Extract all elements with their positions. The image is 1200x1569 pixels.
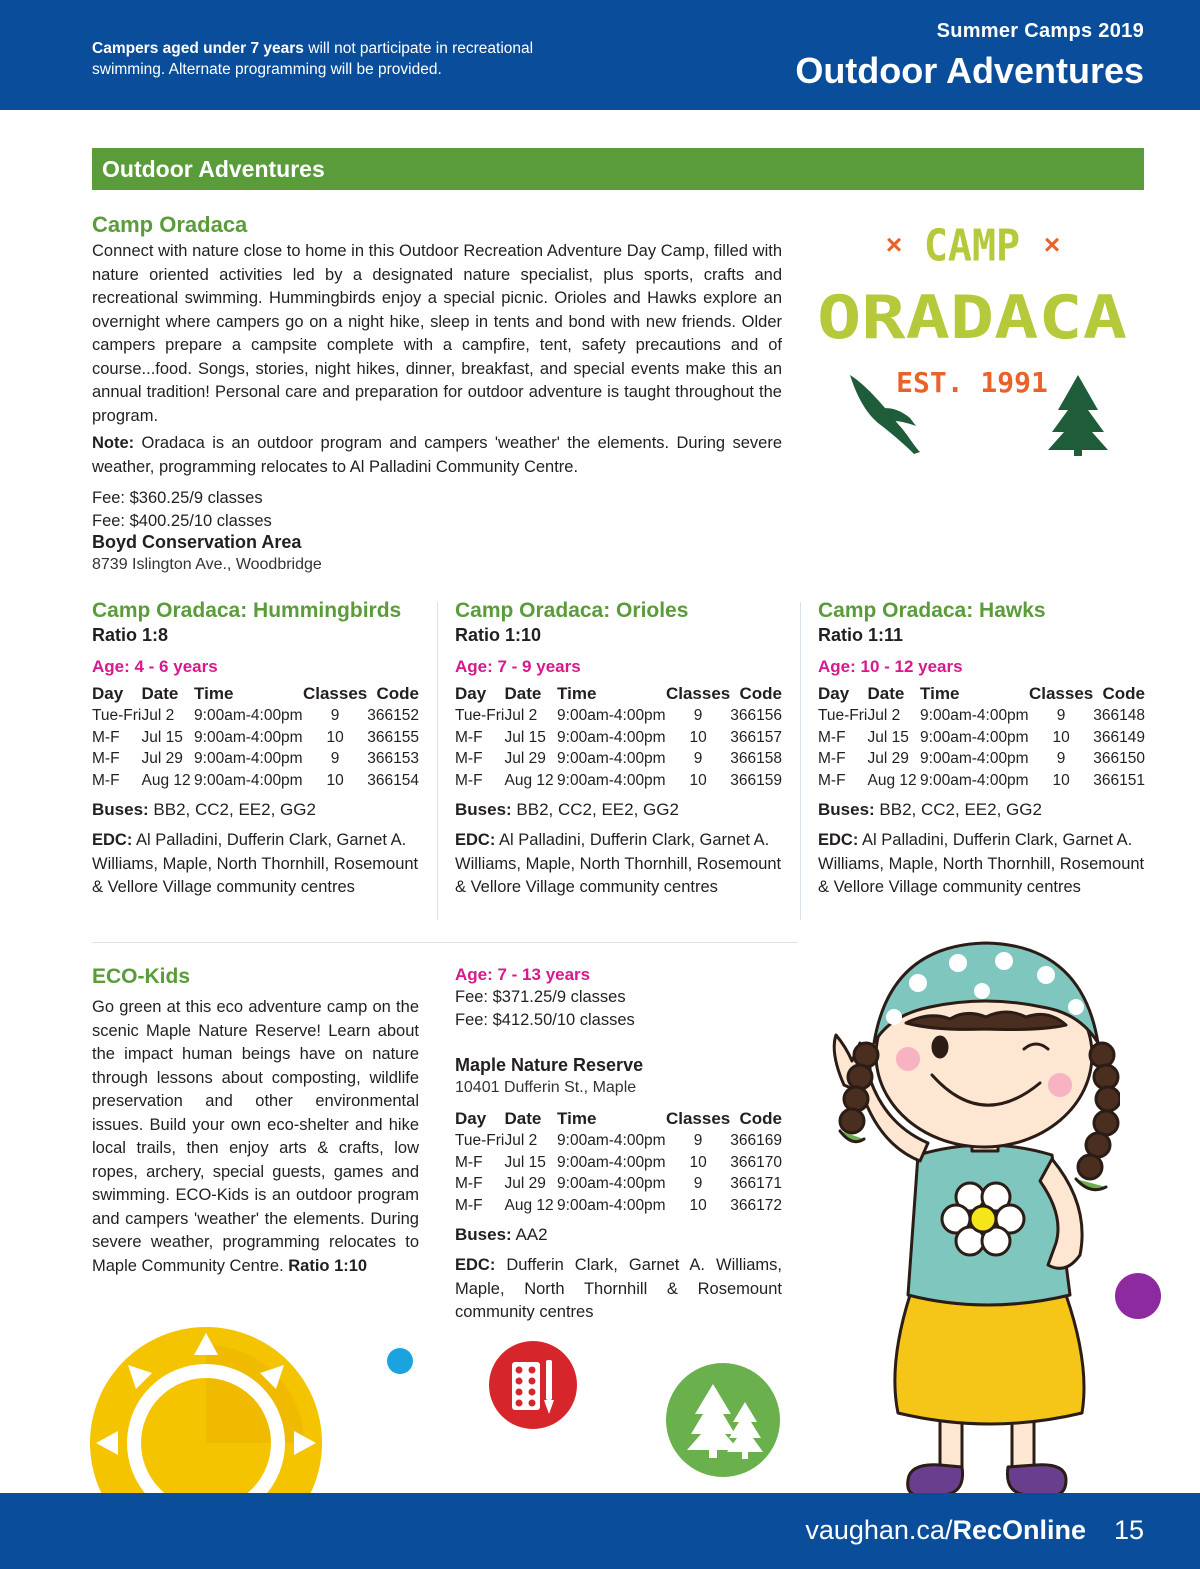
edc-label: EDC: bbox=[455, 1256, 496, 1274]
page-footer bbox=[0, 1493, 1200, 1569]
cell-time: 9:00am-4:00pm bbox=[557, 1196, 666, 1214]
notice-rest: will not participate in recreational swimming. Alternate programming will be provided. bbox=[92, 40, 534, 78]
cell-time: 9:00am-4:00pm bbox=[194, 750, 303, 767]
cell-time: 9:00am-4:00pm bbox=[557, 750, 666, 767]
col-day: Day bbox=[818, 684, 850, 703]
camp-oradaca-fees bbox=[92, 487, 782, 532]
cell-classes: 10 bbox=[326, 771, 344, 789]
cell-code: 366152 bbox=[367, 707, 419, 724]
cell-day: M-F bbox=[455, 1175, 483, 1192]
cell-time: 9:00am-4:00pm bbox=[194, 728, 303, 746]
eco-kids-description bbox=[92, 996, 419, 1278]
camp-oradaca-note bbox=[92, 432, 782, 479]
cell-code: 366158 bbox=[730, 750, 782, 767]
blue-dot bbox=[386, 1347, 414, 1375]
camp-oradaca-description: Connect with nature close to home in this Outdoor Recreation Adventure Day Camp, filled with nature oriented activities led by a designated nature specialist, plus sports, crafts and recreational swimming. Hummingbirds enjoy a special picnic. Orioles and Hawks explore an overnight where campers go on a night hike, sleep in tents and bond with new friends. Older campers prepare a campsite complete with a campfire, tent, safety precautions and of course...food. Songs, stories, night hikes, dinner, breakfast, and special events make this an annual tradition! Personal care and preparation for outdoor adventure is taught throughout the program. bbox=[92, 242, 782, 425]
cell-day: M-F bbox=[455, 1196, 483, 1214]
edc-label: EDC: bbox=[818, 831, 859, 849]
cell-day: Tue-Fri bbox=[92, 707, 142, 724]
cell-date: Aug 12 bbox=[504, 771, 554, 789]
cell-date: Jul 2 bbox=[867, 707, 901, 724]
footer-url bbox=[805, 1515, 1086, 1546]
cell-day: M-F bbox=[92, 771, 120, 789]
waving-girl-illustration bbox=[790, 935, 1120, 1507]
cell-date: Jul 29 bbox=[867, 750, 909, 767]
cell-date: Jul 15 bbox=[504, 1153, 546, 1171]
camp-ratio: Ratio 1:8 bbox=[92, 625, 169, 645]
col-classes: Classes bbox=[665, 684, 731, 703]
col-date: Date bbox=[867, 684, 905, 703]
col-time: Time bbox=[920, 684, 960, 703]
edc-value: Al Palladini, Dufferin Clark, Garnet A. Williams, Maple, North Thornhill, Rosemount & Vellore Village community centres bbox=[818, 831, 1145, 896]
camp-buses bbox=[455, 799, 782, 821]
cell-time: 9:00am-4:00pm bbox=[557, 1153, 666, 1171]
camp-oradaca-logo bbox=[806, 210, 1146, 460]
table-row bbox=[818, 705, 1145, 727]
cell-day: M-F bbox=[455, 728, 483, 746]
cell-time: 9:00am-4:00pm bbox=[557, 728, 666, 746]
table-row bbox=[818, 748, 1145, 770]
cell-classes: 9 bbox=[1056, 707, 1066, 724]
cell-classes: 10 bbox=[689, 771, 707, 789]
cell-classes: 9 bbox=[1056, 750, 1066, 767]
camp-buses bbox=[818, 799, 1145, 821]
section-banner: Outdoor Adventures bbox=[92, 148, 1144, 190]
edc-value: Al Palladini, Dufferin Clark, Garnet A. Williams, Maple, North Thornhill, Rosemount & Vellore Village community centres bbox=[455, 831, 782, 896]
eco-buses bbox=[455, 1224, 782, 1246]
edc-label: EDC: bbox=[455, 831, 496, 849]
notice-bold: Campers aged under 7 years bbox=[92, 40, 304, 57]
camp-oradaca-intro bbox=[92, 212, 782, 532]
col-date: Date bbox=[141, 684, 179, 703]
cell-day: M-F bbox=[818, 728, 846, 746]
cell-day: M-F bbox=[455, 1153, 483, 1171]
camp-hawks bbox=[818, 598, 1145, 900]
table-header-row bbox=[818, 682, 1145, 705]
cell-code: 366156 bbox=[730, 707, 782, 724]
location-address: 8739 Islington Ave., Woodbridge bbox=[92, 556, 322, 573]
buses-label: Buses: bbox=[455, 800, 512, 819]
camp-edc bbox=[455, 829, 782, 900]
col-code: Code bbox=[739, 684, 782, 703]
buses-value: BB2, CC2, EE2, GG2 bbox=[511, 800, 679, 819]
table-row bbox=[92, 705, 419, 727]
cell-code: 366150 bbox=[1093, 750, 1145, 767]
cell-code: 366155 bbox=[367, 728, 419, 746]
col-day: Day bbox=[455, 684, 487, 703]
cell-code: 366149 bbox=[1093, 728, 1145, 746]
eco-ratio: Ratio 1:10 bbox=[288, 1256, 368, 1275]
location-address: 10401 Dufferin St., Maple bbox=[455, 1079, 637, 1096]
cell-classes: 9 bbox=[330, 707, 340, 724]
cell-day: M-F bbox=[92, 750, 120, 767]
buses-label: Buses: bbox=[818, 800, 875, 819]
cell-classes: 9 bbox=[330, 750, 340, 767]
camp-title: Camp Oradaca: Hummingbirds bbox=[92, 599, 402, 622]
cell-day: Tue-Fri bbox=[818, 707, 868, 724]
col-day: Day bbox=[455, 1109, 487, 1128]
url-prefix: vaughan.ca/ bbox=[805, 1515, 953, 1545]
column-divider bbox=[437, 602, 438, 920]
eco-kids-title: ECO-Kids bbox=[92, 965, 191, 988]
camp-ratio: Ratio 1:10 bbox=[455, 625, 542, 645]
schedule-table bbox=[818, 682, 1145, 791]
cell-classes: 10 bbox=[689, 1196, 707, 1214]
cell-time: 9:00am-4:00pm bbox=[920, 750, 1029, 767]
cell-time: 9:00am-4:00pm bbox=[557, 771, 666, 789]
camp-orioles bbox=[455, 598, 782, 900]
pine-tree-icon bbox=[1048, 375, 1108, 456]
logo-established-text: EST. 1991 bbox=[896, 366, 1048, 399]
col-code: Code bbox=[739, 1109, 782, 1128]
buses-label: Buses: bbox=[455, 1225, 512, 1244]
note-text: Oradaca is an outdoor program and campers 'weather' the elements. During severe weather, programming relocates to Al Palladini Community Centre. bbox=[92, 434, 782, 476]
sun-icon bbox=[90, 1325, 322, 1500]
camp-age: Age: 7 - 9 years bbox=[455, 657, 581, 676]
cell-classes: 10 bbox=[1052, 728, 1070, 746]
cell-day: M-F bbox=[455, 771, 483, 789]
eco-fees bbox=[455, 986, 782, 1031]
table-row bbox=[455, 1173, 782, 1195]
cell-classes: 9 bbox=[693, 1175, 703, 1192]
camp-age: Age: 10 - 12 years bbox=[818, 657, 963, 676]
section-divider bbox=[92, 942, 798, 943]
eco-age: Age: 7 - 13 years bbox=[455, 965, 591, 984]
swimming-notice bbox=[92, 38, 562, 80]
cell-code: 366171 bbox=[730, 1175, 782, 1192]
cell-classes: 10 bbox=[689, 728, 707, 746]
buses-value: BB2, CC2, EE2, GG2 bbox=[874, 800, 1042, 819]
table-header-row bbox=[455, 1107, 782, 1130]
camp-hummingbirds bbox=[92, 598, 419, 900]
schedule-table bbox=[455, 1107, 782, 1216]
cell-code: 366151 bbox=[1093, 771, 1145, 789]
cell-classes: 9 bbox=[693, 1132, 703, 1149]
table-row bbox=[455, 770, 782, 792]
cell-date: Jul 15 bbox=[141, 728, 183, 746]
col-date: Date bbox=[504, 684, 542, 703]
edc-label: EDC: bbox=[92, 831, 133, 849]
cell-time: 9:00am-4:00pm bbox=[920, 771, 1029, 789]
table-row bbox=[455, 705, 782, 727]
fee-line: Fee: $412.50/10 classes bbox=[455, 1010, 635, 1029]
cell-date: Aug 12 bbox=[141, 771, 191, 789]
col-code: Code bbox=[376, 684, 419, 703]
cell-classes: 9 bbox=[693, 707, 703, 724]
cell-day: M-F bbox=[818, 750, 846, 767]
cell-date: Jul 29 bbox=[504, 1175, 546, 1192]
eco-kids-intro bbox=[92, 964, 419, 1278]
page-number: 15 bbox=[1113, 1515, 1144, 1545]
col-date: Date bbox=[504, 1109, 542, 1128]
cell-date: Jul 2 bbox=[504, 707, 538, 724]
cell-code: 366170 bbox=[730, 1153, 782, 1171]
schedule-table bbox=[455, 682, 782, 791]
table-row bbox=[92, 770, 419, 792]
cell-date: Aug 12 bbox=[867, 771, 917, 789]
table-row bbox=[455, 1195, 782, 1217]
cell-day: Tue-Fri bbox=[455, 707, 505, 724]
fee-line: Fee: $400.25/10 classes bbox=[92, 511, 272, 530]
cell-time: 9:00am-4:00pm bbox=[557, 1132, 666, 1149]
boyd-location bbox=[92, 530, 492, 576]
cell-day: M-F bbox=[455, 750, 483, 767]
col-classes: Classes bbox=[665, 1109, 731, 1128]
edc-value: Dufferin Clark, Garnet A. Williams, Maple, North Thornhill & Rosemount community centres bbox=[455, 1256, 782, 1321]
camp-edc bbox=[818, 829, 1145, 900]
cell-code: 366159 bbox=[730, 771, 782, 789]
cell-date: Jul 29 bbox=[141, 750, 183, 767]
col-time: Time bbox=[557, 684, 597, 703]
cell-date: Jul 2 bbox=[141, 707, 175, 724]
table-row bbox=[818, 727, 1145, 749]
cell-time: 9:00am-4:00pm bbox=[920, 728, 1029, 746]
cell-code: 366148 bbox=[1093, 707, 1145, 724]
cell-classes: 9 bbox=[693, 750, 703, 767]
table-row bbox=[455, 1152, 782, 1174]
fee-line: Fee: $371.25/9 classes bbox=[455, 988, 626, 1006]
col-code: Code bbox=[1102, 684, 1145, 703]
cell-code: 366157 bbox=[730, 728, 782, 746]
camp-title: Camp Oradaca: Orioles bbox=[455, 599, 689, 622]
cell-time: 9:00am-4:00pm bbox=[194, 707, 303, 724]
url-bold: RecOnline bbox=[952, 1515, 1086, 1545]
table-row bbox=[92, 727, 419, 749]
camp-oradaca-title: Camp Oradaca bbox=[92, 212, 248, 237]
eco-kids-details bbox=[455, 964, 782, 1325]
note-label: Note: bbox=[92, 434, 135, 452]
cell-date: Jul 29 bbox=[504, 750, 546, 767]
edc-value: Al Palladini, Dufferin Clark, Garnet A. Williams, Maple, North Thornhill, Rosemount & Vellore Village community centres bbox=[92, 831, 419, 896]
logo-cross-left: × bbox=[885, 229, 903, 260]
pine-trees-icon bbox=[665, 1362, 781, 1478]
cell-date: Aug 12 bbox=[504, 1196, 554, 1214]
location-name: Boyd Conservation Area bbox=[92, 532, 302, 552]
buses-value: AA2 bbox=[511, 1225, 548, 1244]
cell-time: 9:00am-4:00pm bbox=[920, 707, 1029, 724]
table-header-row bbox=[92, 682, 419, 705]
camp-age: Age: 4 - 6 years bbox=[92, 657, 218, 676]
cell-code: 366154 bbox=[367, 771, 419, 789]
logo-camp-text: CAMP bbox=[923, 219, 1021, 272]
table-row bbox=[818, 770, 1145, 792]
col-classes: Classes bbox=[1028, 684, 1094, 703]
cell-classes: 10 bbox=[326, 728, 344, 746]
cell-time: 9:00am-4:00pm bbox=[557, 1175, 666, 1192]
cell-code: 366153 bbox=[367, 750, 419, 767]
header-supertitle: Summer Camps 2019 bbox=[936, 20, 1144, 42]
logo-cross-right: × bbox=[1043, 229, 1061, 260]
cell-time: 9:00am-4:00pm bbox=[557, 707, 666, 724]
cell-time: 9:00am-4:00pm bbox=[194, 771, 303, 789]
schedule-table bbox=[92, 682, 419, 791]
column-divider bbox=[800, 602, 801, 920]
buses-value: BB2, CC2, EE2, GG2 bbox=[148, 800, 316, 819]
table-row bbox=[455, 727, 782, 749]
table-row bbox=[92, 748, 419, 770]
cell-day: M-F bbox=[92, 728, 120, 746]
header-title: Outdoor Adventures bbox=[795, 50, 1144, 91]
cell-date: Jul 15 bbox=[504, 728, 546, 746]
cell-day: Tue-Fri bbox=[455, 1132, 505, 1149]
camp-ratio: Ratio 1:11 bbox=[818, 625, 904, 645]
eco-edc bbox=[455, 1254, 782, 1325]
fee-line: Fee: $360.25/9 classes bbox=[92, 489, 263, 507]
cell-classes: 10 bbox=[689, 1153, 707, 1171]
purple-dot bbox=[1114, 1272, 1162, 1320]
cell-code: 366172 bbox=[730, 1196, 782, 1214]
col-time: Time bbox=[194, 684, 234, 703]
buses-label: Buses: bbox=[92, 800, 149, 819]
camp-edc bbox=[92, 829, 419, 900]
location-name: Maple Nature Reserve bbox=[455, 1055, 644, 1075]
cell-date: Jul 15 bbox=[867, 728, 909, 746]
paint-palette-icon bbox=[488, 1340, 578, 1430]
cell-classes: 10 bbox=[1052, 771, 1070, 789]
col-day: Day bbox=[92, 684, 124, 703]
logo-oradaca-text: ORADACA bbox=[817, 283, 1127, 353]
eco-description-text: Go green at this eco adventure camp on the scenic Maple Nature Reserve! Learn about the impact human beings have on nature through lessons about composting, wildlife preservation and other environmental issues. Build your own eco-shelter and hike local trails, then enjoy arts & crafts, low ropes, archery, special guests, games and swimming. ECO-Kids is an outdoor program and campers 'weather' the elements. During severe weather, programming relocates to Maple Community Centre. bbox=[92, 998, 419, 1275]
table-header-row bbox=[455, 682, 782, 705]
camp-buses bbox=[92, 799, 419, 821]
cell-code: 366169 bbox=[730, 1132, 782, 1149]
col-classes: Classes bbox=[302, 684, 368, 703]
cell-date: Jul 2 bbox=[504, 1132, 538, 1149]
cell-day: M-F bbox=[818, 771, 846, 789]
col-time: Time bbox=[557, 1109, 597, 1128]
table-row bbox=[455, 1130, 782, 1152]
camp-title: Camp Oradaca: Hawks bbox=[818, 599, 1046, 622]
table-row bbox=[455, 748, 782, 770]
page-header bbox=[0, 0, 1200, 110]
